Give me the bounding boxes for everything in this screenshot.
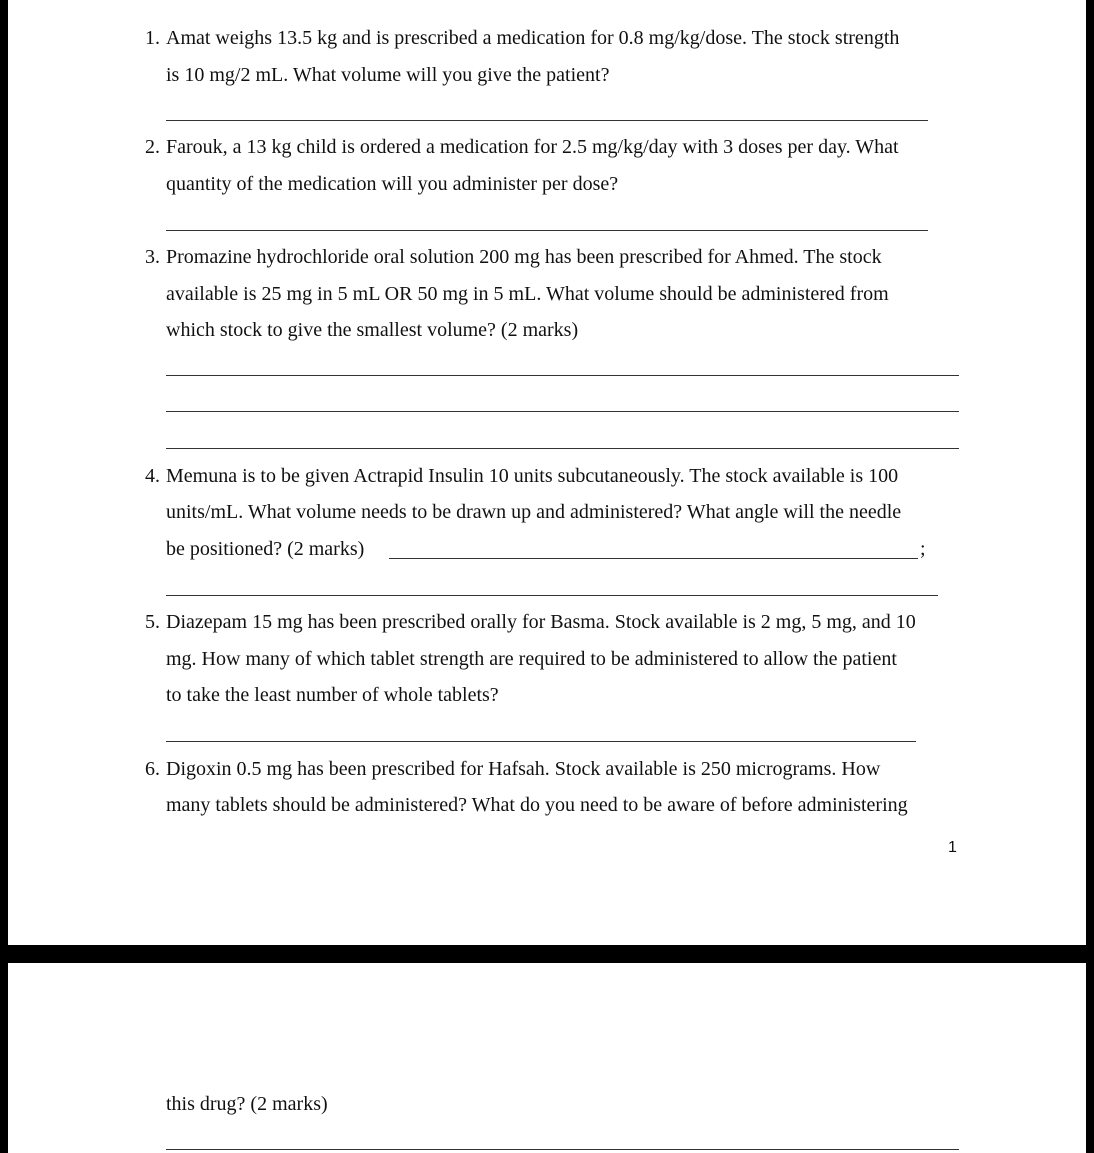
question-number: 4.: [145, 465, 160, 487]
question-number: 5.: [145, 611, 160, 633]
question-text-line: mg. How many of which tablet strength are required to be administered to allow the patient: [166, 648, 897, 670]
question-text-line: available is 25 mg in 5 mL OR 50 mg in 5 mL. What volume should be administered from: [166, 283, 889, 305]
question-number: 3.: [145, 246, 160, 268]
worksheet-page-2: [8, 963, 1086, 1153]
answer-line[interactable]: [166, 595, 938, 596]
question-number: 1.: [145, 27, 160, 49]
question-text-line: is 10 mg/2 mL. What volume will you give the patient?: [166, 64, 610, 86]
question-text-line: which stock to give the smallest volume? (2 marks): [166, 319, 579, 341]
answer-line[interactable]: [166, 411, 959, 412]
question-text-line: Diazepam 15 mg has been prescribed orally for Basma. Stock available is 2 mg, 5 mg, and 10: [166, 611, 916, 633]
answer-line[interactable]: [389, 558, 918, 559]
question-text-line: units/mL. What volume needs to be drawn up and administered? What angle will the needle: [166, 501, 902, 523]
answer-line[interactable]: [166, 120, 928, 121]
question-number: 2.: [145, 136, 160, 158]
question-number: 6.: [145, 758, 160, 780]
question-text-line: to take the least number of whole tablets?: [166, 684, 499, 706]
answer-line[interactable]: [166, 741, 916, 742]
answer-line[interactable]: [166, 1149, 959, 1150]
question-text-line: quantity of the medication will you administer per dose?: [166, 173, 619, 195]
answer-line[interactable]: [166, 230, 928, 231]
answer-separator: ;: [920, 538, 926, 560]
answer-line[interactable]: [166, 448, 959, 449]
question-text-line: Memuna is to be given Actrapid Insulin 10 units subcutaneously. The stock available is 100: [166, 465, 899, 487]
question-text-line: Digoxin 0.5 mg has been prescribed for Hafsah. Stock available is 250 micrograms. How: [166, 758, 881, 780]
question-text-line: Amat weighs 13.5 kg and is prescribed a medication for 0.8 mg/kg/dose. The stock strength: [166, 27, 900, 49]
page-number: 1: [948, 839, 957, 856]
question-text-line: Farouk, a 13 kg child is ordered a medication for 2.5 mg/kg/day with 3 doses per day. What: [166, 136, 899, 158]
question-text-line: this drug? (2 marks): [166, 1093, 328, 1115]
question-text-line: many tablets should be administered? What do you need to be aware of before administering: [166, 794, 908, 816]
question-text-line: Promazine hydrochloride oral solution 200 mg has been prescribed for Ahmed. The stock: [166, 246, 882, 268]
question-text-line: be positioned? (2 marks): [166, 538, 365, 560]
answer-line[interactable]: [166, 375, 959, 376]
worksheet-page-1: [8, 0, 1086, 945]
